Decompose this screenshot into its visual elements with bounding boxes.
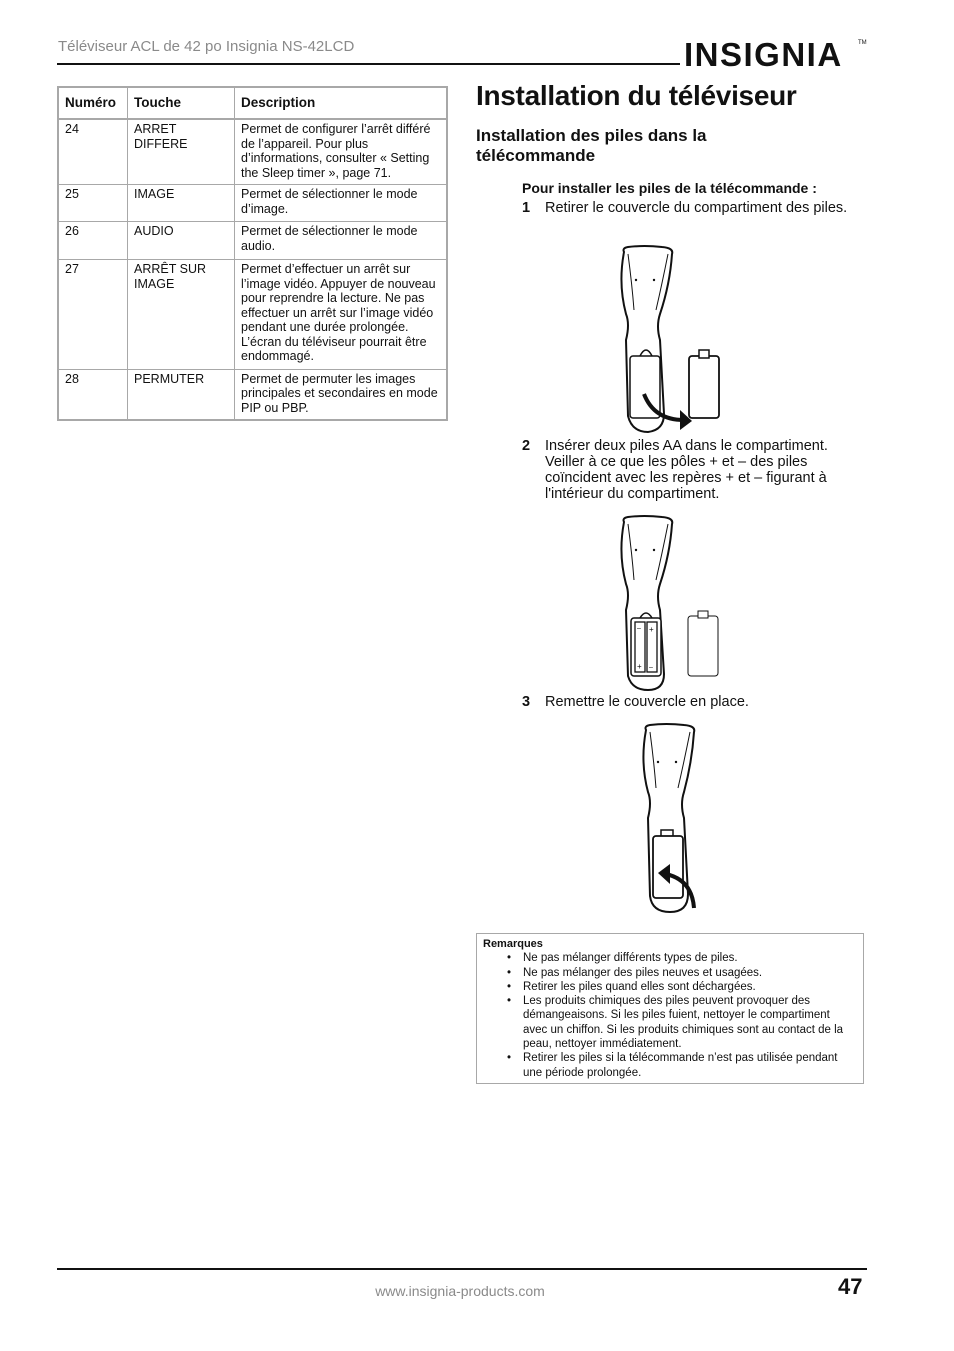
step-number: 1 [522, 200, 531, 216]
cell-description: Permet de permuter les images principales et secondaires en mode PIP ou PBP. [235, 369, 448, 420]
list-item: • Retirer les piles si la télécommande n’est pas utilisée pendant une période prolongée. [523, 1051, 857, 1080]
section-title: Installation du téléviseur [476, 80, 797, 111]
polarity-minus-label: – [637, 625, 641, 632]
table-row [58, 369, 447, 420]
notes-box [476, 933, 864, 1084]
header-rule [57, 63, 680, 65]
insert-batteries-illustration [614, 514, 726, 694]
logo-text: INSIGNIA [684, 36, 843, 73]
procedure-title: Pour installer les piles de la télécommande : [522, 180, 817, 196]
step-2 [522, 438, 867, 502]
list-item: • Les produits chimiques des piles peuvent provoquer des démangeaisons. Si les piles fuient, nettoyer le compartiment avec un chiffon. Si les produits chimiques sont au contact de la peau, nettoyer immédiatement. [523, 994, 857, 1051]
remote-button-dot [635, 279, 637, 281]
step-1 [522, 200, 867, 216]
table-row [58, 185, 447, 222]
notes-title: Remarques [483, 938, 543, 950]
cell-number: 28 [58, 369, 128, 420]
remove-cover-illustration [614, 244, 726, 436]
column-header-key: Touche [128, 87, 235, 119]
cell-description: Permet d’effectuer un arrêt sur l’image vidéo. Appuyer de nouveau pour reprendre la lecture. Ne pas effectuer un arrêt sur l’image vidéo pendant une durée prolongée. L’écran du téléviseur pourrait être endommagé. [235, 260, 448, 370]
step-text: Insérer deux piles AA dans le compartiment. Veiller à ce que les pôles + et – des piles coïncident avec les repères + et – figurant à l'intérieur du compartiment. [545, 438, 828, 502]
step-number: 2 [522, 438, 531, 454]
step-text: Remettre le couvercle en place. [545, 694, 749, 710]
table-row [58, 260, 447, 370]
polarity-plus-label: + [637, 662, 642, 671]
cell-number: 27 [58, 260, 128, 370]
table-row [58, 119, 447, 185]
polarity-minus-label: – [649, 664, 653, 671]
column-header-number: Numéro [58, 87, 128, 119]
remote-button-dot [657, 761, 659, 763]
insignia-logo [684, 30, 869, 78]
cell-key: AUDIO [128, 222, 235, 260]
cell-description: Permet de sélectionner le mode d’image. [235, 185, 448, 222]
document-title: Téléviseur ACL de 42 po Insignia NS-42LCD [58, 38, 355, 55]
footer-url: www.insignia-products.com [375, 1283, 545, 1299]
table-row [58, 222, 447, 260]
battery-cover [689, 356, 719, 418]
logo-trademark: TM [858, 40, 867, 46]
remote-button-dot [653, 549, 655, 551]
notes-list [483, 951, 857, 1080]
page-number: 47 [838, 1274, 863, 1299]
cell-key: PERMUTER [128, 369, 235, 420]
replace-cover-illustration [638, 722, 702, 918]
list-item: • Ne pas mélanger différents types de piles. [523, 951, 857, 965]
remote-button-dot [653, 279, 655, 281]
cell-key: IMAGE [128, 185, 235, 222]
battery-cover [688, 616, 718, 676]
cell-key: ARRÊT SUR IMAGE [128, 260, 235, 370]
cover-latch [698, 611, 708, 618]
list-item: • Retirer les piles quand elles sont déchargées. [523, 980, 857, 994]
cell-description: Permet de sélectionner le mode audio. [235, 222, 448, 260]
section-subtitle: Installation des piles dans la télécommande [476, 126, 707, 165]
cell-key: ARRET DIFFERE [128, 119, 235, 185]
footer-rule [57, 1268, 867, 1270]
remote-keys-table [57, 86, 448, 421]
step-3 [522, 694, 867, 710]
step-text: Retirer le couvercle du compartiment des piles. [545, 200, 848, 216]
remote-button-dot [675, 761, 677, 763]
cell-number: 25 [58, 185, 128, 222]
cell-number: 26 [58, 222, 128, 260]
table-header-row [58, 87, 447, 119]
cell-description: Permet de configurer l’arrêt différé de l’appareil. Pour plus d’informations, consulter « Setting the Sleep timer », page 71. [235, 119, 448, 185]
cell-number: 24 [58, 119, 128, 185]
step-number: 3 [522, 694, 531, 710]
polarity-plus-label: + [649, 625, 654, 634]
list-item: • Ne pas mélanger des piles neuves et usagées. [523, 966, 857, 980]
column-header-description: Description [235, 87, 448, 119]
cover-latch [699, 350, 709, 358]
remote-button-dot [635, 549, 637, 551]
